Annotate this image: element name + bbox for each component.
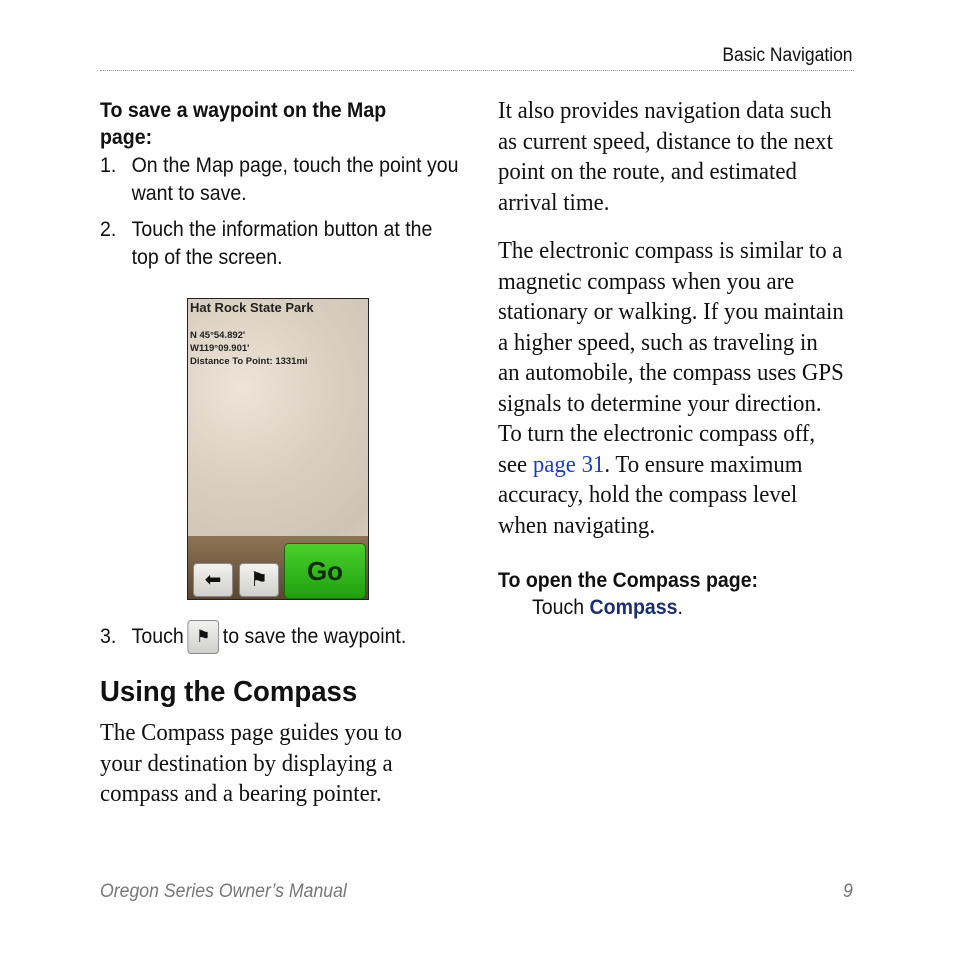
section-title: Using the Compass	[100, 676, 358, 708]
device-longitude: W119°09.901'	[190, 343, 250, 354]
step-number: 1.	[100, 154, 117, 177]
paragraph-text: The electronic compass is similar to a magnetic compass when you are stationary or walking. If you maintain a higher speed, such as traveling in an automobile, the compass uses GPS signals to determine your direction. To turn the electronic compass off, see	[498, 238, 844, 478]
step-number: 3.	[100, 625, 117, 648]
electronic-compass-paragraph	[498, 236, 845, 541]
page-number: 9	[843, 881, 853, 902]
page-31-link[interactable]: page 31	[532, 451, 605, 478]
paragraph-text: . To ensure maximum accuracy, hold the compass level when navigating.	[498, 451, 803, 539]
step-1	[100, 152, 472, 212]
step-2	[100, 216, 472, 276]
step-text: On the Map page, touch the point you want to save.	[131, 154, 459, 205]
flag-save-icon: ⚑	[239, 563, 279, 597]
flag-save-icon: ⚑	[187, 620, 219, 654]
open-compass-heading: To open the Compass page:	[498, 569, 759, 592]
header-divider	[100, 70, 854, 71]
save-waypoint-heading: To save a waypoint on the Map page:	[100, 99, 387, 149]
section-header: Basic Navigation	[722, 45, 853, 66]
device-latitude: N 45°54.892'	[190, 330, 246, 341]
step-text: .	[677, 596, 683, 619]
go-button: Go	[284, 543, 366, 599]
step-text: to save the waypoint.	[222, 625, 407, 648]
compass-menu-reference: Compass	[589, 596, 678, 619]
footer-manual-title: Oregon Series Owner’s Manual	[100, 881, 347, 902]
nav-data-paragraph: It also provides navigation data such as current speed, distance to the next point on the route, and estimated arrival time.	[498, 98, 833, 216]
device-screenshot	[187, 298, 369, 600]
step-text: Touch the information button at the top of the screen.	[131, 218, 433, 269]
back-arrow-icon: ⬅	[193, 563, 233, 597]
device-location-title: Hat Rock State Park	[190, 300, 314, 315]
step-number: 2.	[100, 218, 117, 241]
device-distance: Distance To Point: 1331mi	[190, 356, 308, 367]
step-3	[100, 620, 491, 654]
step-text: Touch	[532, 596, 590, 619]
compass-intro-paragraph: The Compass page guides you to your destination by displaying a compass and a bearing pointer.	[100, 720, 403, 807]
step-text: Touch	[131, 625, 184, 648]
open-compass-step	[532, 594, 811, 622]
